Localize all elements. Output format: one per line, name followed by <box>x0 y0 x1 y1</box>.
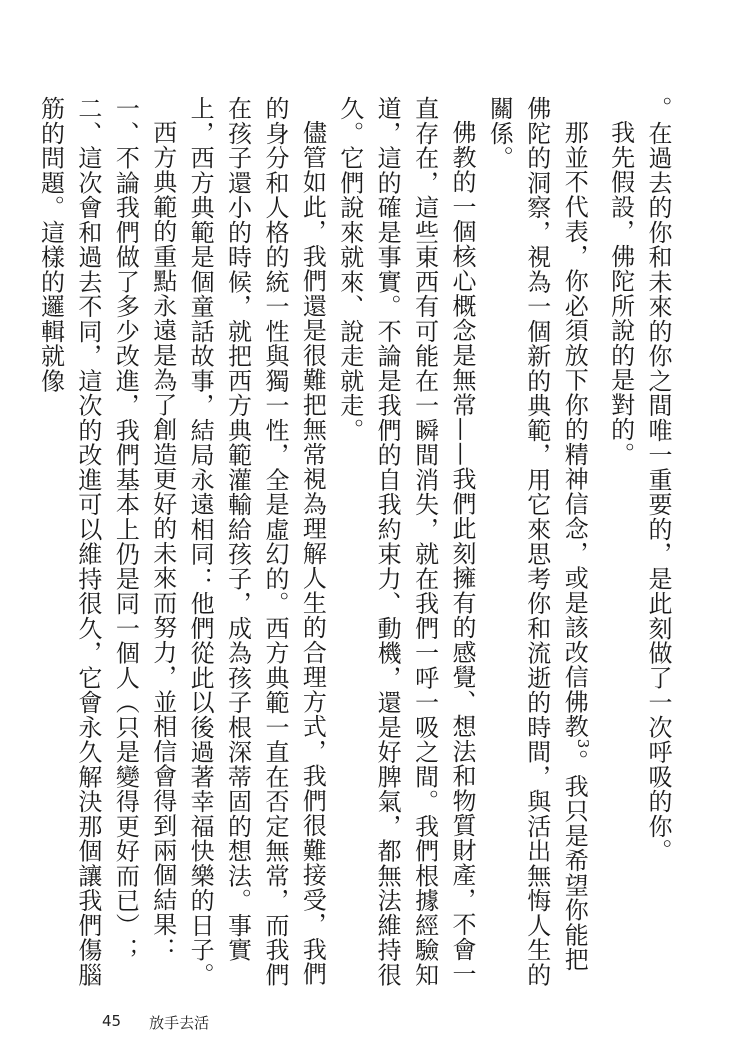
paragraph-1-text: 。在過去的你和未來的你之間唯一重要的，是此刻做了一次呼吸的你。 <box>644 96 672 864</box>
paragraph-2-text: 我先假設，佛陀所說的是對的。 <box>606 120 635 467</box>
footnote-ref-3[interactable]: 3 <box>574 738 593 750</box>
page-number: 45 <box>102 1012 122 1030</box>
paragraph-2 <box>601 96 638 996</box>
paragraph-5-text: 儘管如此，我們還是很難把無常視為理解人生的合理方式，我們很難接受，我們的身分和人格的統一性與獨一性，全是虛幻的。西方典範一直在否定無常，而我們在孩子還小的時候，就把西方典範灌輸給孩子，成為孩子根深蒂固的想法。事實上，西方典範是個童話故事，結局永遠相同：他們從此以後過著幸福快樂的日子。 <box>186 96 327 987</box>
paragraph-6 <box>31 96 181 996</box>
page-footer <box>102 1012 209 1033</box>
paragraph-3-text-cont: 。我只是希望你能把佛陀的洞察，視為一個新的典範，用它來思考你和流逝的時間，與活出無悔人生的關係。 <box>485 96 589 987</box>
paragraph-4-text: 佛教的一個核心概念是無常——我們此刻擁有的感覺、想法和物質財產，不會一直存在，這些東西有可能在一瞬間消失，就在我們一呼一吸之間。我們根據經驗知道，這的確是事實。不論是我們的自我約束力、動機，還是好脾氣，都無法維持很久。它們說來就來、說走就走。 <box>335 96 476 987</box>
vertical-text-body <box>36 96 676 996</box>
book-title: 放手去活 <box>149 1014 210 1032</box>
paragraph-4 <box>330 96 480 996</box>
paragraph-5 <box>181 96 331 996</box>
paragraph-3 <box>480 96 601 996</box>
paragraph-1 <box>639 96 676 996</box>
paragraph-6-text: 西方典範的重點永遠是為了創造更好的未來而努力，並相信會得到兩個結果：一、不論我們做了多少改進，我們基本上仍是同一個人（只是變得更好而已）；二、這次會和過去不同，這次的改進可以維持很久，它會永久解決那個讓我們傷腦筋的問題。這樣的邏輯就像 <box>36 96 177 987</box>
paragraph-3-text: 那並不代表，你必須放下你的精神信念，或是該改信佛教 <box>560 120 589 739</box>
